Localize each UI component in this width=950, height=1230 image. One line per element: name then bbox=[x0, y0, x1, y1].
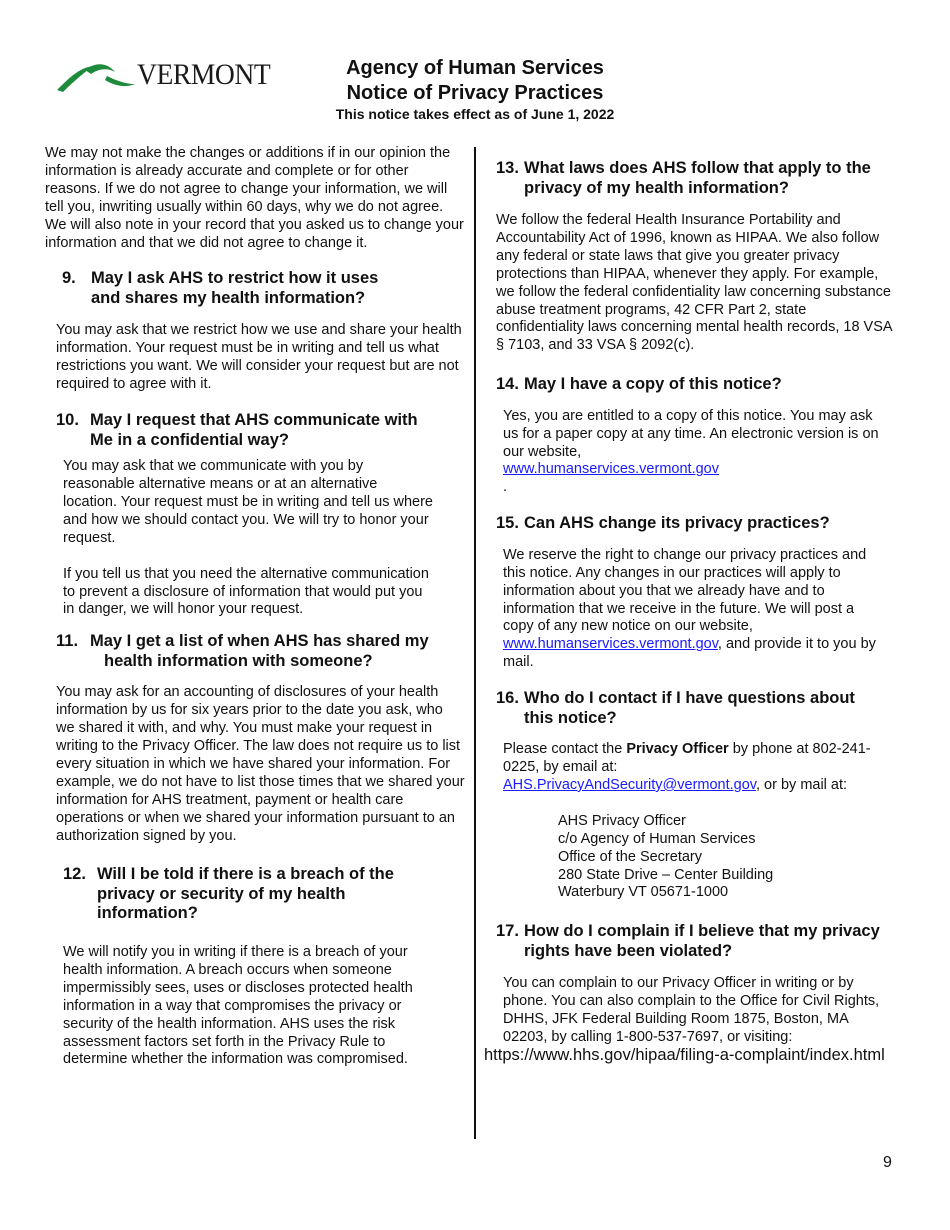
question-9-answer: You may ask that we restrict how we use and share your health information. Your request must be in writing and tell us what restrictions you want. We will consider your request but are not required to agree with it. bbox=[56, 322, 462, 393]
question-16-answer: Please contact the Privacy Officer by phone at 802-241-0225, by email at: AHS.PrivacyAndSecurity@vermont.gov, or by mail at: bbox=[503, 741, 871, 793]
vermont-logo bbox=[55, 56, 271, 96]
address-line: c/o Agency of Human Services bbox=[558, 830, 756, 847]
question-15-answer: We reserve the right to change our privacy practices and this notice. Any changes in our practices will apply to information about you that we already have and to information that we receive in the future. We will post a copy of any new notice on our website, www.humanservices.vermont.gov, and provide it to you by mail. bbox=[503, 546, 876, 671]
left-column bbox=[45, 145, 465, 1069]
website-link-2[interactable]: www.humanservices.vermont.gov bbox=[503, 636, 718, 653]
question-10-heading: 10. May I request that AHS communicate with Me in a confidential way? bbox=[56, 411, 418, 449]
question-9-heading: 9. May I ask AHS to restrict how it uses and shares my health information? bbox=[62, 269, 379, 307]
mailing-address bbox=[558, 813, 896, 903]
question-11-heading: 11. May I get a list of when AHS has shared my health information with someone? bbox=[56, 632, 429, 670]
question-10-answer-1: You may ask that we communicate with you by reasonable alternative means or at an alternative location. Your request must be in writing and tell us where and how we should contact you. We will try to honor your request. bbox=[63, 458, 433, 546]
question-12-answer: We will notify you in writing if there is a breach of your health information. A breach occurs when someone impermissibly sees, uses or discloses protected health information in a way that compromises the privacy or security of the health information. AHS uses the risk assessment factors set forth in the Privacy Rule to determine whether the information was compromised. bbox=[63, 943, 413, 1068]
question-12-heading: 12. Will I be told if there is a breach of the privacy or security of my health information? bbox=[63, 865, 394, 923]
agency-name: Agency of Human Services bbox=[346, 57, 604, 79]
question-11-answer: You may ask for an accounting of disclosures of your health information by us for six years prior to the date you ask, who we shared it with, and why. You must make your request in writing to the Privacy Officer. The law does not require us to list every situation in which we have shared your information. For example, we do not have to list those times that we shared your information for AHS treatment, payment or health care operations or when we shared your information pursuant to an authorization signed by you. bbox=[56, 684, 465, 844]
question-13-heading: 13. What laws does AHS follow that apply to the privacy of my health information? bbox=[496, 159, 871, 197]
address-line: Office of the Secretary bbox=[558, 848, 702, 865]
email-link[interactable]: AHS.PrivacyAndSecurity@vermont.gov bbox=[503, 776, 756, 793]
question-16-heading: 16. Who do I contact if I have questions about this notice? bbox=[496, 689, 855, 727]
column-divider bbox=[474, 147, 476, 1139]
document-title: Notice of Privacy Practices bbox=[346, 82, 604, 104]
question-10-answer-2: If you tell us that you need the alternative communication to prevent a disclosure of information that would put you in danger, we will honor your request. bbox=[63, 565, 429, 618]
logo-text: VERMONT bbox=[137, 58, 271, 91]
website-link[interactable]: www.humanservices.vermont.gov bbox=[503, 461, 719, 478]
question-14-heading: 14. May I have a copy of this notice? bbox=[496, 375, 782, 394]
address-line: Waterbury VT 05671-1000 bbox=[558, 884, 729, 901]
address-line: AHS Privacy Officer bbox=[558, 812, 686, 829]
intro-paragraph: We may not make the changes or additions if in our opinion the information is already accurate and complete or for other reasons. If we do not agree to change your information, we will tell you, inwriting usually within 60 days, why we do not agree. We will also note in your record that you asked us to change your information and that we did not agree to change it. bbox=[45, 145, 464, 251]
effective-date: This notice takes effect as of June 1, 2022 bbox=[335, 106, 615, 122]
mountain-logo-icon bbox=[55, 56, 137, 96]
address-line: 280 State Drive – Center Building bbox=[558, 866, 774, 883]
question-17-answer: You can complain to our Privacy Officer in writing or by phone. You can also complain to the Office for Civil Rights, DHHS, JFK Federal Building Room 1875, Boston, MA 02203, by calling 1-800-537-7697, or visiting: bbox=[503, 975, 880, 1046]
right-column bbox=[484, 145, 896, 1065]
question-14-answer: Yes, you are entitled to a copy of this notice. You may ask us for a paper copy at any time. An electronic version is on our website, www.humanservices.vermont.gov . bbox=[503, 407, 879, 496]
question-13-answer: We follow the federal Health Insurance Portability and Accountability Act of 1996, known as HIPAA. We also follow any federal or state laws that give you greater privacy protections than HIPAA, whenever they apply. For example, we follow the federal confidentiality law concerning substance abuse treatment programs, 42 CFR Part 2, state confidentiality laws concerning mental health records, 18 VSA § 7103, and 33 VSA § 2092(c). bbox=[496, 212, 892, 354]
question-17-heading: 17. How do I complain if I believe that my privacy rights have been violated? bbox=[496, 922, 880, 960]
page-number: 9 bbox=[883, 1154, 892, 1171]
complaint-url: https://www.hhs.gov/hipaa/filing-a-complaint/index.html bbox=[484, 1046, 885, 1064]
question-15-heading: 15. Can AHS change its privacy practices? bbox=[496, 514, 830, 533]
